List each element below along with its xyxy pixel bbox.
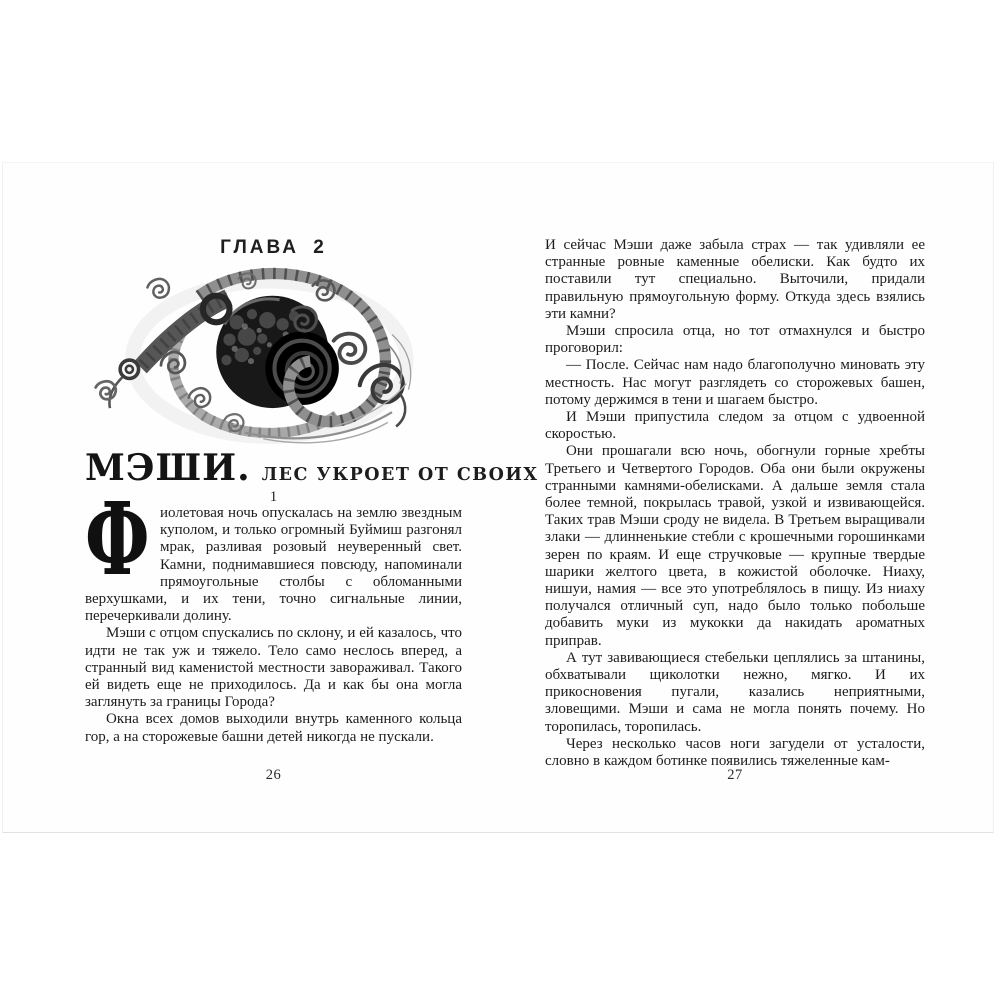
spiral-engraving-icon [89, 263, 415, 449]
right-page-body [545, 237, 925, 770]
paragraph: И сейчас Мэши даже забыла страх — так удивляли ее странные ровные каменные обелиски. Как будто их поставили тут специально. Выточили, придали правильную прямоугольную форму. Откуда здесь взялись эти камни? [545, 237, 925, 322]
story-title: МЭШИ. [85, 447, 251, 489]
right-page [545, 0, 925, 1000]
paragraph: Через несколько часов ноги загудели от усталости, словно в каждом ботинке появились тяжеленные кам- [545, 735, 925, 770]
chapter-illustration [89, 263, 415, 449]
paragraph: А тут завивающиеся стебельки цеплялись за штанины, обхватывали щиколотки нежно, мягко. И их прикосновения пугали, казались неприятными, зловещими. Мэши и сама не могла понять почему. Но торопилась, торопилась. [545, 649, 925, 735]
paragraph-text: иолетовая ночь опускалась на землю звездным куполом, и только огромный Буймиш разгонял мрак, разливая розовый неуверенный свет. Камни, поднимавшиеся повсюду, напоминали прямоугольные столбы с обломанными верхушками, и их тени, точно сигнальные линии, перечеркивали долину. [85, 505, 462, 625]
story-subtitle: ЛЕС УКРОЕТ ОТ СВОИХ [261, 465, 539, 485]
paragraph: И Мэши припустила следом за отцом с удвоенной скоростью. [545, 409, 925, 443]
paragraph: Они прошагали всю ночь, обогнули горные хребты Третьего и Четвертого Городов. Оба они были окружены странными камнями-обелисками. А дальше земля стала более темной, покрылась травой, узкой и извивающейся. Таких трав Мэши сроду не видела. В Третьем выращивали злаки — длинненькие стебли с крошечными горошинками зерен по краям. И еще стручковые — крупные твердые шарики желтого цвета, в кожистой оболочке. Ниаху, нишуи, намия — все это употреблялось в пищу. Из ниаху получался отличный суп, надо было только побольше добавить муки из мукокки да накидать ароматных приправ. [545, 443, 925, 649]
drop-cap-box [85, 480, 150, 598]
paragraph: Мэши спросила отца, но тот отмахнулся и быстро проговорил: [545, 323, 925, 357]
left-page [85, 0, 539, 1000]
paragraph: Мэши с отцом спускались по склону, и ей казалось, что идти не так уж и тяжело. Тело само неслось вперед, а странный вид каменистой местности завораживал. Такого ей видеть еще не приходилось. Да и как бы она могла заглянуть за границы Города? [85, 625, 462, 711]
paragraph: — После. Сейчас нам надо благополучно миновать эту местность. Нас могут разглядеть со сторожевых башен, потому держимся в тени и шагаем быстро. [545, 357, 925, 408]
chapter-heading: ГЛАВА 2 [220, 237, 327, 258]
section-number: 1 [269, 489, 278, 505]
paragraph-dropcap [85, 480, 462, 625]
drop-cap-letter: Ф [85, 480, 150, 598]
page-number-left: 26 [265, 767, 282, 783]
left-page-body [85, 480, 462, 746]
dark-sphere [216, 296, 339, 408]
paragraph: Окна всех домов выходили внутрь каменного кольца гор, а на сторожевые башни детей никогда не пускали. [85, 711, 462, 745]
page-number-right: 27 [727, 767, 743, 783]
